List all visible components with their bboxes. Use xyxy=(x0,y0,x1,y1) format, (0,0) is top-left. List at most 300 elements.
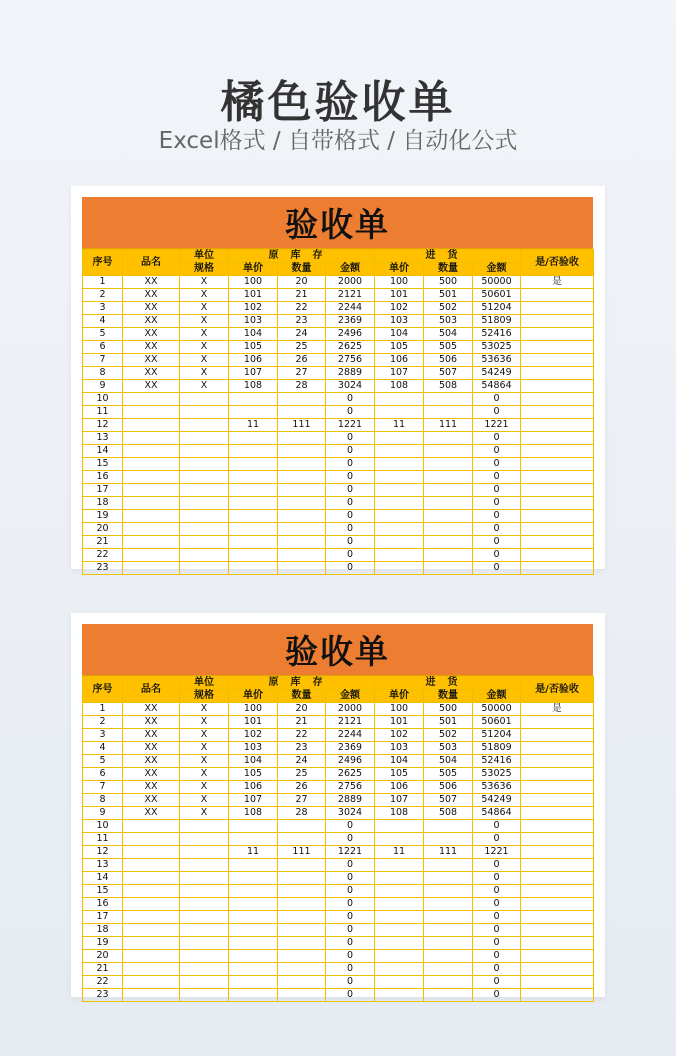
cell-stock-qty: 21 xyxy=(278,289,326,302)
table-row xyxy=(83,484,594,497)
cell-name xyxy=(123,924,180,937)
table-row xyxy=(83,432,594,445)
cell-seq: 17 xyxy=(83,911,123,924)
cell-seq: 23 xyxy=(83,989,123,1002)
cell-unit-spec: X xyxy=(180,781,229,794)
cell-name xyxy=(123,989,180,1002)
cell-incoming-price xyxy=(375,562,424,575)
cell-accept: 是 xyxy=(521,276,594,289)
cell-incoming-amount: 0 xyxy=(473,393,521,406)
cell-unit-spec: X xyxy=(180,289,229,302)
cell-stock-qty: 111 xyxy=(278,846,326,859)
cell-stock-qty: 23 xyxy=(278,315,326,328)
cell-incoming-price xyxy=(375,445,424,458)
table-row xyxy=(83,820,594,833)
cell-unit-spec xyxy=(180,989,229,1002)
table-row xyxy=(83,406,594,419)
cell-stock-amount: 0 xyxy=(326,458,375,471)
cell-stock-qty xyxy=(278,950,326,963)
table-row xyxy=(83,549,594,562)
cell-stock-price xyxy=(229,458,278,471)
cell-unit-spec xyxy=(180,976,229,989)
cell-incoming-qty xyxy=(424,471,473,484)
cell-stock-price: 100 xyxy=(229,703,278,716)
cell-incoming-price: 102 xyxy=(375,302,424,315)
cell-incoming-price xyxy=(375,510,424,523)
cell-seq: 22 xyxy=(83,976,123,989)
header-quantity: 数量 xyxy=(424,690,473,703)
cell-incoming-price: 106 xyxy=(375,354,424,367)
cell-stock-price xyxy=(229,471,278,484)
cell-stock-qty xyxy=(278,911,326,924)
cell-seq: 7 xyxy=(83,354,123,367)
table-row xyxy=(83,703,594,716)
cell-seq: 11 xyxy=(83,833,123,846)
cell-stock-price xyxy=(229,497,278,510)
cell-incoming-price xyxy=(375,471,424,484)
cell-stock-qty xyxy=(278,497,326,510)
cell-stock-amount: 0 xyxy=(326,820,375,833)
table-row xyxy=(83,328,594,341)
cell-incoming-amount: 53636 xyxy=(473,354,521,367)
cell-seq: 22 xyxy=(83,549,123,562)
table-row xyxy=(83,276,594,289)
cell-incoming-price xyxy=(375,406,424,419)
cell-unit-spec: X xyxy=(180,716,229,729)
cell-incoming-price xyxy=(375,820,424,833)
cell-incoming-qty xyxy=(424,833,473,846)
cell-name xyxy=(123,484,180,497)
cell-accept xyxy=(521,950,594,963)
cell-stock-amount: 2756 xyxy=(326,354,375,367)
header-quantity: 数量 xyxy=(278,263,326,276)
header-accept: 是/否验收 xyxy=(521,250,594,276)
cell-stock-amount: 0 xyxy=(326,950,375,963)
cell-accept xyxy=(521,885,594,898)
cell-incoming-price: 108 xyxy=(375,380,424,393)
cell-incoming-qty xyxy=(424,393,473,406)
cell-incoming-price: 105 xyxy=(375,341,424,354)
cell-accept xyxy=(521,328,594,341)
cell-incoming-amount: 0 xyxy=(473,963,521,976)
cell-seq: 9 xyxy=(83,380,123,393)
cell-incoming-price xyxy=(375,976,424,989)
cell-unit-spec xyxy=(180,950,229,963)
cell-name xyxy=(123,963,180,976)
cell-incoming-qty: 507 xyxy=(424,794,473,807)
cell-seq: 23 xyxy=(83,562,123,575)
cell-incoming-amount: 0 xyxy=(473,989,521,1002)
cell-stock-qty: 23 xyxy=(278,742,326,755)
header-incoming-group: 进货 xyxy=(375,250,521,263)
header-unit-price: 单价 xyxy=(229,690,278,703)
cell-stock-price xyxy=(229,432,278,445)
cell-stock-price: 102 xyxy=(229,729,278,742)
cell-incoming-qty xyxy=(424,432,473,445)
cell-stock-qty xyxy=(278,523,326,536)
cell-stock-qty xyxy=(278,989,326,1002)
table-row xyxy=(83,354,594,367)
cell-stock-qty xyxy=(278,406,326,419)
cell-accept xyxy=(521,315,594,328)
cell-stock-amount: 0 xyxy=(326,523,375,536)
cell-incoming-price xyxy=(375,523,424,536)
cell-accept xyxy=(521,497,594,510)
cell-name: XX xyxy=(123,807,180,820)
cell-unit-spec xyxy=(180,471,229,484)
cell-seq: 12 xyxy=(83,846,123,859)
cell-name xyxy=(123,406,180,419)
cell-unit-spec: X xyxy=(180,367,229,380)
cell-stock-qty: 20 xyxy=(278,703,326,716)
cell-unit-spec xyxy=(180,510,229,523)
receipt-table xyxy=(82,676,594,1002)
cell-incoming-amount: 0 xyxy=(473,833,521,846)
cell-unit-spec xyxy=(180,419,229,432)
cell-incoming-amount: 52416 xyxy=(473,755,521,768)
cell-incoming-amount: 54249 xyxy=(473,367,521,380)
cell-unit-spec: X xyxy=(180,341,229,354)
cell-seq: 16 xyxy=(83,471,123,484)
cell-name xyxy=(123,885,180,898)
cell-stock-price: 101 xyxy=(229,716,278,729)
cell-stock-amount: 2244 xyxy=(326,729,375,742)
cell-accept xyxy=(521,833,594,846)
cell-accept xyxy=(521,341,594,354)
cell-incoming-qty xyxy=(424,406,473,419)
cell-incoming-qty xyxy=(424,484,473,497)
cell-incoming-amount: 0 xyxy=(473,820,521,833)
cell-incoming-amount: 51204 xyxy=(473,302,521,315)
cell-incoming-price: 103 xyxy=(375,315,424,328)
table-row xyxy=(83,716,594,729)
cell-incoming-price xyxy=(375,937,424,950)
cell-stock-amount: 0 xyxy=(326,859,375,872)
cell-unit-spec: X xyxy=(180,768,229,781)
cell-name xyxy=(123,976,180,989)
cell-incoming-amount: 0 xyxy=(473,510,521,523)
cell-name xyxy=(123,898,180,911)
cell-stock-amount: 0 xyxy=(326,536,375,549)
header-amount: 金额 xyxy=(326,263,375,276)
cell-name xyxy=(123,562,180,575)
cell-accept xyxy=(521,419,594,432)
cell-incoming-qty: 504 xyxy=(424,328,473,341)
table-row xyxy=(83,562,594,575)
cell-name: XX xyxy=(123,380,180,393)
cell-unit-spec xyxy=(180,859,229,872)
cell-incoming-qty: 506 xyxy=(424,781,473,794)
table-row xyxy=(83,963,594,976)
cell-incoming-qty xyxy=(424,458,473,471)
cell-stock-price: 104 xyxy=(229,755,278,768)
cell-stock-price: 104 xyxy=(229,328,278,341)
cell-unit-spec xyxy=(180,497,229,510)
cell-seq: 17 xyxy=(83,484,123,497)
cell-incoming-amount: 51809 xyxy=(473,742,521,755)
cell-name: XX xyxy=(123,755,180,768)
cell-stock-qty xyxy=(278,885,326,898)
cell-stock-amount: 1221 xyxy=(326,419,375,432)
cell-stock-price xyxy=(229,523,278,536)
cell-stock-price xyxy=(229,950,278,963)
header-incoming-group: 进货 xyxy=(375,677,521,690)
cell-stock-amount: 0 xyxy=(326,885,375,898)
sheet-banner: 验收单 xyxy=(82,624,593,676)
cell-accept xyxy=(521,523,594,536)
cell-stock-amount: 2496 xyxy=(326,328,375,341)
cell-accept xyxy=(521,742,594,755)
cell-stock-amount: 0 xyxy=(326,924,375,937)
cell-incoming-qty xyxy=(424,950,473,963)
cell-unit-spec xyxy=(180,406,229,419)
cell-incoming-qty xyxy=(424,562,473,575)
cell-name: XX xyxy=(123,302,180,315)
cell-incoming-price: 102 xyxy=(375,729,424,742)
table-row xyxy=(83,510,594,523)
cell-accept xyxy=(521,471,594,484)
cell-seq: 4 xyxy=(83,315,123,328)
cell-incoming-amount: 51809 xyxy=(473,315,521,328)
table-row xyxy=(83,911,594,924)
cell-stock-price xyxy=(229,885,278,898)
cell-seq: 7 xyxy=(83,781,123,794)
cell-seq: 10 xyxy=(83,393,123,406)
cell-incoming-price xyxy=(375,924,424,937)
cell-stock-qty xyxy=(278,872,326,885)
cell-incoming-qty xyxy=(424,872,473,885)
cell-stock-amount: 0 xyxy=(326,989,375,1002)
cell-incoming-price: 105 xyxy=(375,768,424,781)
cell-seq: 5 xyxy=(83,328,123,341)
cell-unit-spec xyxy=(180,484,229,497)
cell-accept xyxy=(521,755,594,768)
cell-seq: 15 xyxy=(83,458,123,471)
table-row xyxy=(83,445,594,458)
table-row xyxy=(83,380,594,393)
header-amount: 金额 xyxy=(473,263,521,276)
cell-name xyxy=(123,471,180,484)
cell-incoming-price xyxy=(375,484,424,497)
cell-name xyxy=(123,458,180,471)
cell-seq: 20 xyxy=(83,523,123,536)
cell-accept xyxy=(521,846,594,859)
cell-stock-amount: 0 xyxy=(326,963,375,976)
cell-incoming-amount: 0 xyxy=(473,976,521,989)
cell-incoming-qty xyxy=(424,859,473,872)
cell-incoming-qty xyxy=(424,989,473,1002)
cell-stock-qty xyxy=(278,833,326,846)
cell-incoming-amount: 0 xyxy=(473,432,521,445)
cell-incoming-amount: 54864 xyxy=(473,380,521,393)
cell-stock-amount: 0 xyxy=(326,549,375,562)
cell-stock-qty xyxy=(278,536,326,549)
cell-stock-amount: 2000 xyxy=(326,276,375,289)
cell-stock-qty xyxy=(278,976,326,989)
cell-unit-spec xyxy=(180,393,229,406)
cell-incoming-qty: 111 xyxy=(424,419,473,432)
cell-stock-price xyxy=(229,898,278,911)
cell-incoming-amount: 0 xyxy=(473,445,521,458)
cell-stock-amount: 2889 xyxy=(326,794,375,807)
cell-unit-spec: X xyxy=(180,703,229,716)
cell-incoming-price xyxy=(375,549,424,562)
cell-incoming-price: 11 xyxy=(375,846,424,859)
cell-incoming-price xyxy=(375,898,424,911)
header-spec: 规格 xyxy=(180,690,229,703)
cell-incoming-price: 101 xyxy=(375,716,424,729)
cell-stock-qty: 22 xyxy=(278,729,326,742)
cell-incoming-amount: 53025 xyxy=(473,768,521,781)
table-row xyxy=(83,742,594,755)
cell-stock-amount: 0 xyxy=(326,471,375,484)
table-row xyxy=(83,924,594,937)
cell-stock-amount: 3024 xyxy=(326,380,375,393)
cell-accept xyxy=(521,937,594,950)
cell-stock-amount: 2496 xyxy=(326,755,375,768)
cell-name xyxy=(123,536,180,549)
cell-incoming-amount: 0 xyxy=(473,937,521,950)
cell-incoming-qty: 507 xyxy=(424,367,473,380)
cell-stock-amount: 0 xyxy=(326,562,375,575)
cell-stock-amount: 0 xyxy=(326,510,375,523)
cell-stock-qty: 24 xyxy=(278,755,326,768)
cell-incoming-qty: 505 xyxy=(424,768,473,781)
header-amount: 金额 xyxy=(473,690,521,703)
cell-unit-spec xyxy=(180,924,229,937)
cell-incoming-price: 101 xyxy=(375,289,424,302)
preview-card-1 xyxy=(71,186,605,573)
cell-name: XX xyxy=(123,742,180,755)
cell-incoming-qty xyxy=(424,445,473,458)
cell-stock-amount: 0 xyxy=(326,937,375,950)
header-quantity: 数量 xyxy=(424,263,473,276)
table-row xyxy=(83,471,594,484)
cell-name xyxy=(123,859,180,872)
cell-incoming-price xyxy=(375,963,424,976)
cell-unit-spec xyxy=(180,898,229,911)
cell-stock-amount: 2756 xyxy=(326,781,375,794)
cell-name: XX xyxy=(123,289,180,302)
cell-incoming-price xyxy=(375,911,424,924)
cell-incoming-amount: 0 xyxy=(473,458,521,471)
cell-stock-price: 105 xyxy=(229,341,278,354)
cell-unit-spec xyxy=(180,458,229,471)
cell-unit-spec xyxy=(180,833,229,846)
cell-stock-price xyxy=(229,393,278,406)
cell-accept xyxy=(521,924,594,937)
cell-incoming-amount: 51204 xyxy=(473,729,521,742)
cell-stock-price xyxy=(229,536,278,549)
cell-stock-price xyxy=(229,976,278,989)
table-row xyxy=(83,898,594,911)
cell-stock-amount: 0 xyxy=(326,445,375,458)
cell-name: XX xyxy=(123,781,180,794)
cell-stock-qty xyxy=(278,432,326,445)
cell-incoming-price: 108 xyxy=(375,807,424,820)
cell-incoming-amount: 54864 xyxy=(473,807,521,820)
cell-name xyxy=(123,833,180,846)
cell-name: XX xyxy=(123,703,180,716)
cell-stock-amount: 0 xyxy=(326,911,375,924)
cell-accept: 是 xyxy=(521,703,594,716)
table-row xyxy=(83,393,594,406)
cell-unit-spec xyxy=(180,846,229,859)
cell-accept xyxy=(521,820,594,833)
cell-name xyxy=(123,419,180,432)
cell-stock-qty: 25 xyxy=(278,768,326,781)
cell-incoming-amount: 0 xyxy=(473,406,521,419)
cell-stock-qty xyxy=(278,484,326,497)
cell-accept xyxy=(521,549,594,562)
cell-incoming-price xyxy=(375,950,424,963)
spreadsheet-preview xyxy=(82,197,593,573)
table-row xyxy=(83,729,594,742)
cell-seq: 18 xyxy=(83,924,123,937)
cell-incoming-qty: 504 xyxy=(424,755,473,768)
cell-incoming-amount: 53025 xyxy=(473,341,521,354)
cell-accept xyxy=(521,729,594,742)
cell-stock-price xyxy=(229,406,278,419)
header-unit: 单位 xyxy=(180,677,229,690)
cell-seq: 1 xyxy=(83,276,123,289)
cell-stock-qty: 22 xyxy=(278,302,326,315)
table-row xyxy=(83,833,594,846)
header-accept: 是/否验收 xyxy=(521,677,594,703)
cell-unit-spec xyxy=(180,885,229,898)
cell-incoming-price xyxy=(375,872,424,885)
preview-card-2 xyxy=(71,613,605,1000)
cell-seq: 6 xyxy=(83,768,123,781)
cell-unit-spec: X xyxy=(180,807,229,820)
cell-incoming-amount: 53636 xyxy=(473,781,521,794)
cell-name xyxy=(123,432,180,445)
cell-accept xyxy=(521,976,594,989)
header-seq: 序号 xyxy=(83,677,123,703)
cell-stock-price: 103 xyxy=(229,742,278,755)
cell-incoming-price: 107 xyxy=(375,367,424,380)
cell-seq: 1 xyxy=(83,703,123,716)
cell-seq: 2 xyxy=(83,289,123,302)
cell-incoming-qty: 506 xyxy=(424,354,473,367)
cell-unit-spec: X xyxy=(180,755,229,768)
cell-unit-spec xyxy=(180,562,229,575)
header-seq: 序号 xyxy=(83,250,123,276)
cell-incoming-price: 106 xyxy=(375,781,424,794)
cell-stock-price xyxy=(229,937,278,950)
cell-name: XX xyxy=(123,716,180,729)
cell-stock-qty: 28 xyxy=(278,380,326,393)
cell-incoming-amount: 50000 xyxy=(473,703,521,716)
cell-seq: 18 xyxy=(83,497,123,510)
cell-name xyxy=(123,393,180,406)
cell-seq: 12 xyxy=(83,419,123,432)
table-row xyxy=(83,781,594,794)
cell-incoming-amount: 0 xyxy=(473,898,521,911)
cell-incoming-amount: 54249 xyxy=(473,794,521,807)
cell-stock-amount: 1221 xyxy=(326,846,375,859)
cell-accept xyxy=(521,963,594,976)
cell-seq: 9 xyxy=(83,807,123,820)
cell-name: XX xyxy=(123,328,180,341)
cell-incoming-qty: 500 xyxy=(424,703,473,716)
cell-accept xyxy=(521,380,594,393)
table-row xyxy=(83,976,594,989)
cell-accept xyxy=(521,510,594,523)
cell-stock-qty xyxy=(278,859,326,872)
cell-seq: 3 xyxy=(83,302,123,315)
cell-seq: 2 xyxy=(83,716,123,729)
